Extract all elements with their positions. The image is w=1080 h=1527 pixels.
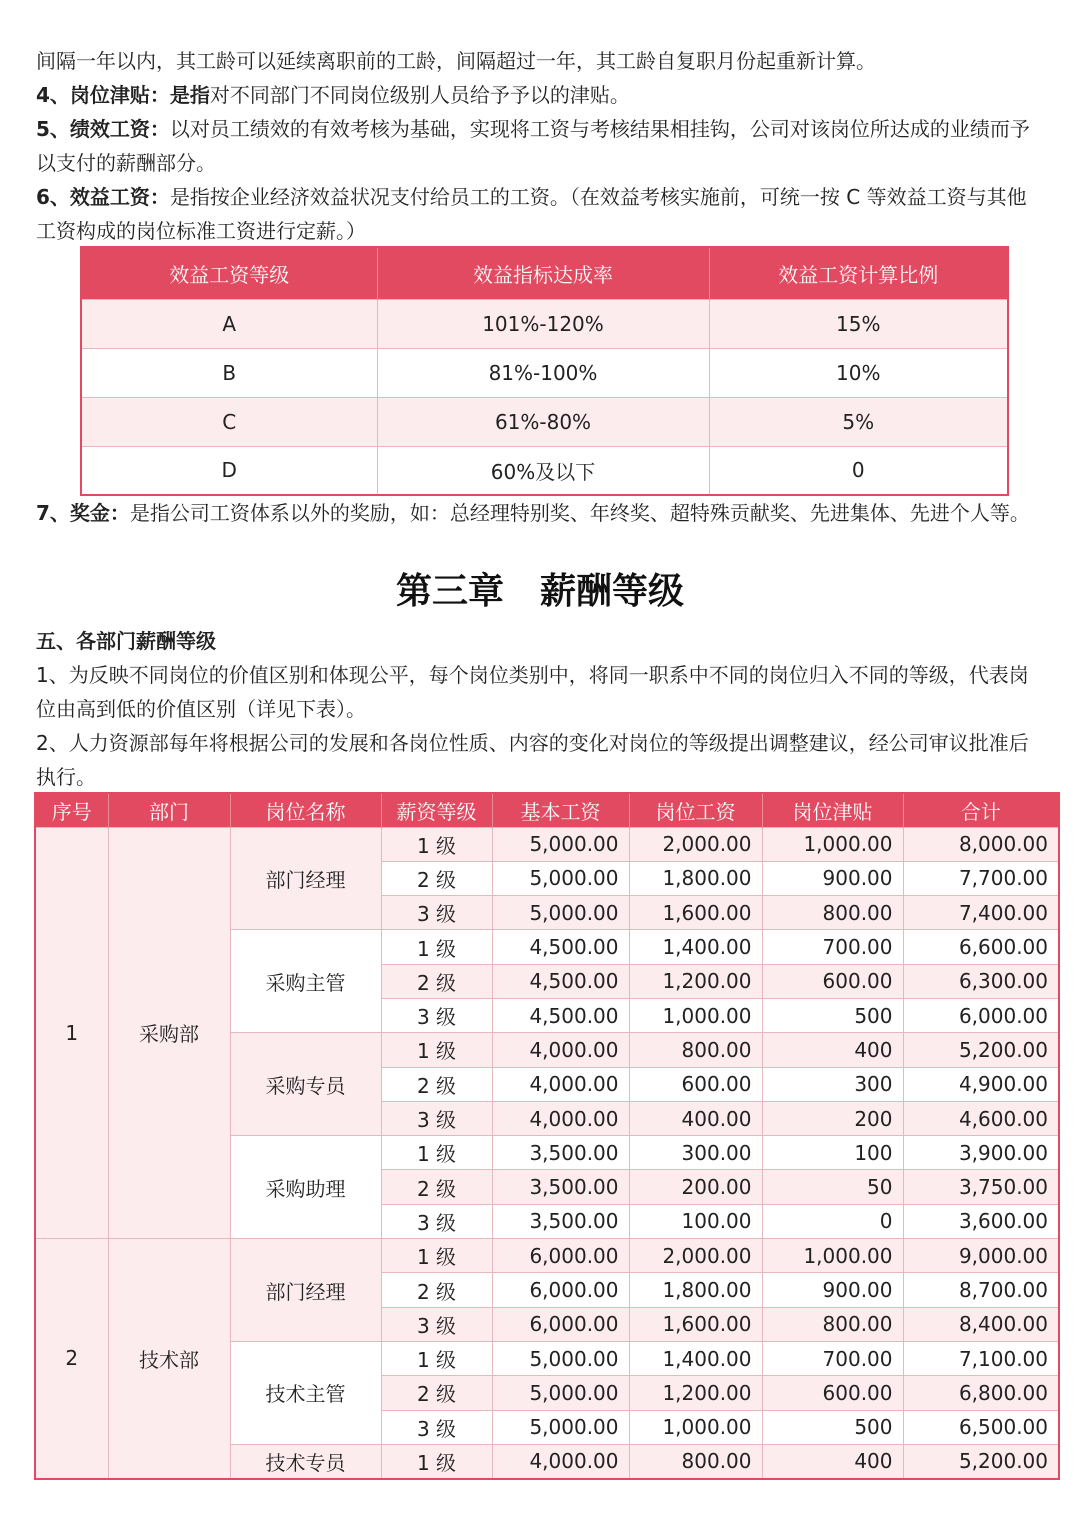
- amount-cell: 4,000.00: [492, 1444, 629, 1478]
- bonus-text: 是指公司工资体系以外的奖励，如：总经理特别奖、年终奖、超特殊贡献奖、先进集体、先进个人等。: [129, 501, 1030, 525]
- amount-cell: 8,700.00: [903, 1273, 1059, 1307]
- amount-cell: 6,300.00: [903, 964, 1059, 998]
- benefit-table-header: [81, 247, 1008, 299]
- salary-header-cell: 岗位津贴: [762, 793, 903, 827]
- grade-cell: 3 级: [381, 1410, 492, 1444]
- table-cell: 61%-80%: [377, 397, 709, 446]
- amount-cell: 100.00: [629, 1204, 762, 1238]
- amount-cell: 6,000.00: [492, 1239, 629, 1273]
- amount-cell: 5,000.00: [492, 896, 629, 930]
- amount-cell: 4,600.00: [903, 1101, 1059, 1135]
- grade-cell: 2 级: [381, 1376, 492, 1410]
- grade-cell: 2 级: [381, 1170, 492, 1204]
- position-title-cell: 技术主管: [230, 1341, 381, 1444]
- salary-header-cell: 序号: [35, 793, 108, 827]
- paragraph-seniority: 间隔一年以内，其工龄可以延续离职前的工龄，间隔超过一年，其工龄自复职月份起重新计算。: [36, 49, 876, 73]
- amount-cell: 3,750.00: [903, 1170, 1059, 1204]
- paragraph-performance-pay: [36, 112, 1046, 180]
- benefit-pay-text: 是指按企业经济效益状况支付给员工的工资。（在效益考核实施前，可统一按 C 等效益工资与其他工资构成的岗位标准工资进行定薪。）: [36, 185, 1027, 243]
- amount-cell: 5,000.00: [492, 1341, 629, 1375]
- amount-cell: 4,000.00: [492, 1067, 629, 1101]
- amount-cell: 400: [762, 1444, 903, 1478]
- benefit-pay-lead: 6、效益工资：: [36, 185, 170, 209]
- amount-cell: 9,000.00: [903, 1239, 1059, 1273]
- amount-cell: 4,500.00: [492, 964, 629, 998]
- position-title-cell: 部门经理: [230, 1239, 381, 1342]
- amount-cell: 6,500.00: [903, 1410, 1059, 1444]
- position-title-cell: 采购主管: [230, 930, 381, 1033]
- amount-cell: 2,000.00: [629, 827, 762, 861]
- amount-cell: 300.00: [629, 1136, 762, 1170]
- table-cell: 5%: [709, 397, 1008, 446]
- amount-cell: 4,000.00: [492, 1101, 629, 1135]
- amount-cell: 400.00: [629, 1101, 762, 1135]
- bonus-lead: 7、奖金：: [36, 501, 130, 525]
- amount-cell: 3,500.00: [492, 1136, 629, 1170]
- table-row: [81, 397, 1008, 446]
- amount-cell: 700.00: [762, 930, 903, 964]
- amount-cell: 1,000.00: [762, 1239, 903, 1273]
- amount-cell: 200: [762, 1101, 903, 1135]
- amount-cell: 700.00: [762, 1341, 903, 1375]
- amount-cell: 3,500.00: [492, 1204, 629, 1238]
- salary-header-cell: 基本工资: [492, 793, 629, 827]
- table-cell: 101%-120%: [377, 299, 709, 348]
- amount-cell: 1,200.00: [629, 964, 762, 998]
- benefit-header-cell: 效益指标达成率: [377, 247, 709, 299]
- salary-header-cell: 部门: [108, 793, 230, 827]
- amount-cell: 100: [762, 1136, 903, 1170]
- dept-number-cell: 2: [35, 1239, 108, 1479]
- amount-cell: 0: [762, 1204, 903, 1238]
- table-row: [81, 446, 1008, 495]
- post-allowance-lead: 4、岗位津贴：是指: [36, 83, 210, 107]
- amount-cell: 1,600.00: [629, 896, 762, 930]
- table-cell: 15%: [709, 299, 1008, 348]
- amount-cell: 600.00: [629, 1067, 762, 1101]
- paragraph-grading-adjustment: 2、人力资源部每年将根据公司的发展和各岗位性质、内容的变化对岗位的等级提出调整建议，经公司审议批准后执行。: [36, 731, 1029, 789]
- amount-cell: 5,000.00: [492, 1410, 629, 1444]
- table-cell: D: [81, 446, 377, 495]
- grade-cell: 3 级: [381, 998, 492, 1032]
- amount-cell: 3,900.00: [903, 1136, 1059, 1170]
- amount-cell: 1,800.00: [629, 861, 762, 895]
- salary-header-cell: 合计: [903, 793, 1059, 827]
- amount-cell: 200.00: [629, 1170, 762, 1204]
- amount-cell: 3,600.00: [903, 1204, 1059, 1238]
- amount-cell: 7,100.00: [903, 1341, 1059, 1375]
- grade-cell: 1 级: [381, 1341, 492, 1375]
- amount-cell: 600.00: [762, 1376, 903, 1410]
- grade-cell: 1 级: [381, 1239, 492, 1273]
- grade-cell: 2 级: [381, 1067, 492, 1101]
- table-cell: C: [81, 397, 377, 446]
- amount-cell: 800.00: [629, 1033, 762, 1067]
- dept-name-cell: 采购部: [108, 827, 230, 1239]
- amount-cell: 800.00: [762, 1307, 903, 1341]
- amount-cell: 6,000.00: [492, 1307, 629, 1341]
- grade-cell: 3 级: [381, 896, 492, 930]
- amount-cell: 6,800.00: [903, 1376, 1059, 1410]
- amount-cell: 7,400.00: [903, 896, 1059, 930]
- performance-pay-lead: 5、绩效工资：: [36, 117, 170, 141]
- grade-cell: 1 级: [381, 827, 492, 861]
- amount-cell: 4,500.00: [492, 930, 629, 964]
- salary-header-cell: 薪资等级: [381, 793, 492, 827]
- grade-cell: 2 级: [381, 964, 492, 998]
- amount-cell: 500: [762, 998, 903, 1032]
- salary-table-header: [35, 793, 1059, 827]
- amount-cell: 400: [762, 1033, 903, 1067]
- amount-cell: 600.00: [762, 964, 903, 998]
- benefit-header-cell: 效益工资计算比例: [709, 247, 1008, 299]
- paragraph-post-allowance: [36, 78, 1046, 112]
- amount-cell: 1,400.00: [629, 930, 762, 964]
- amount-cell: 300: [762, 1067, 903, 1101]
- grade-cell: 3 级: [381, 1101, 492, 1135]
- post-allowance-text: 对不同部门不同岗位级别人员给予予以的津贴。: [209, 83, 630, 107]
- table-cell: A: [81, 299, 377, 348]
- dept-name-cell: 技术部: [108, 1239, 230, 1479]
- table-cell: 60%及以下: [377, 446, 709, 495]
- amount-cell: 1,600.00: [629, 1307, 762, 1341]
- amount-cell: 7,700.00: [903, 861, 1059, 895]
- amount-cell: 800.00: [762, 896, 903, 930]
- grade-cell: 3 级: [381, 1204, 492, 1238]
- amount-cell: 4,900.00: [903, 1067, 1059, 1101]
- salary-grade-table: [34, 792, 1060, 1480]
- paragraph-grading-principle: 1、为反映不同岗位的价值区别和体现公平，每个岗位类别中，将同一职系中不同的岗位归入不同的等级，代表岗位由高到低的价值区别（详见下表）。: [36, 663, 1029, 721]
- amount-cell: 3,500.00: [492, 1170, 629, 1204]
- table-cell: 81%-100%: [377, 348, 709, 397]
- chapter-title: 第三章 薪酬等级: [395, 571, 684, 612]
- amount-cell: 1,800.00: [629, 1273, 762, 1307]
- position-title-cell: 采购专员: [230, 1033, 381, 1136]
- amount-cell: 1,000.00: [629, 1410, 762, 1444]
- amount-cell: 8,000.00: [903, 827, 1059, 861]
- grade-cell: 1 级: [381, 1444, 492, 1478]
- amount-cell: 50: [762, 1170, 903, 1204]
- amount-cell: 900.00: [762, 861, 903, 895]
- amount-cell: 5,000.00: [492, 827, 629, 861]
- amount-cell: 5,000.00: [492, 1376, 629, 1410]
- grade-cell: 1 级: [381, 1033, 492, 1067]
- grade-cell: 3 级: [381, 1307, 492, 1341]
- table-cell: B: [81, 348, 377, 397]
- benefit-header-cell: 效益工资等级: [81, 247, 377, 299]
- paragraph-bonus: [36, 496, 1046, 530]
- amount-cell: 1,400.00: [629, 1341, 762, 1375]
- grade-cell: 1 级: [381, 1136, 492, 1170]
- position-title-cell: 采购助理: [230, 1136, 381, 1239]
- amount-cell: 5,200.00: [903, 1444, 1059, 1478]
- table-row: [81, 299, 1008, 348]
- amount-cell: 1,200.00: [629, 1376, 762, 1410]
- position-title-cell: 技术专员: [230, 1444, 381, 1478]
- grade-cell: 2 级: [381, 861, 492, 895]
- grade-cell: 2 级: [381, 1273, 492, 1307]
- position-title-cell: 部门经理: [230, 827, 381, 930]
- amount-cell: 500: [762, 1410, 903, 1444]
- amount-cell: 6,000.00: [903, 998, 1059, 1032]
- amount-cell: 5,000.00: [492, 861, 629, 895]
- amount-cell: 5,200.00: [903, 1033, 1059, 1067]
- dept-number-cell: 1: [35, 827, 108, 1239]
- table-row: [35, 1239, 1059, 1273]
- amount-cell: 6,000.00: [492, 1273, 629, 1307]
- table-row: [81, 348, 1008, 397]
- section-title: 五、各部门薪酬等级: [36, 629, 216, 653]
- amount-cell: 8,400.00: [903, 1307, 1059, 1341]
- table-cell: 10%: [709, 348, 1008, 397]
- amount-cell: 900.00: [762, 1273, 903, 1307]
- amount-cell: 1,000.00: [762, 827, 903, 861]
- amount-cell: 4,500.00: [492, 998, 629, 1032]
- salary-header-cell: 岗位工资: [629, 793, 762, 827]
- amount-cell: 800.00: [629, 1444, 762, 1478]
- salary-header-cell: 岗位名称: [230, 793, 381, 827]
- amount-cell: 6,600.00: [903, 930, 1059, 964]
- table-cell: 0: [709, 446, 1008, 495]
- grade-cell: 1 级: [381, 930, 492, 964]
- table-row: [35, 827, 1059, 861]
- amount-cell: 2,000.00: [629, 1239, 762, 1273]
- paragraph-benefit-pay: [36, 180, 1046, 248]
- performance-pay-text: 以对员工绩效的有效考核为基础，实现将工资与考核结果相挂钩，公司对该岗位所达成的业绩而予以支付的薪酬部分。: [36, 117, 1030, 175]
- benefit-table: [80, 246, 1009, 496]
- amount-cell: 4,000.00: [492, 1033, 629, 1067]
- amount-cell: 1,000.00: [629, 998, 762, 1032]
